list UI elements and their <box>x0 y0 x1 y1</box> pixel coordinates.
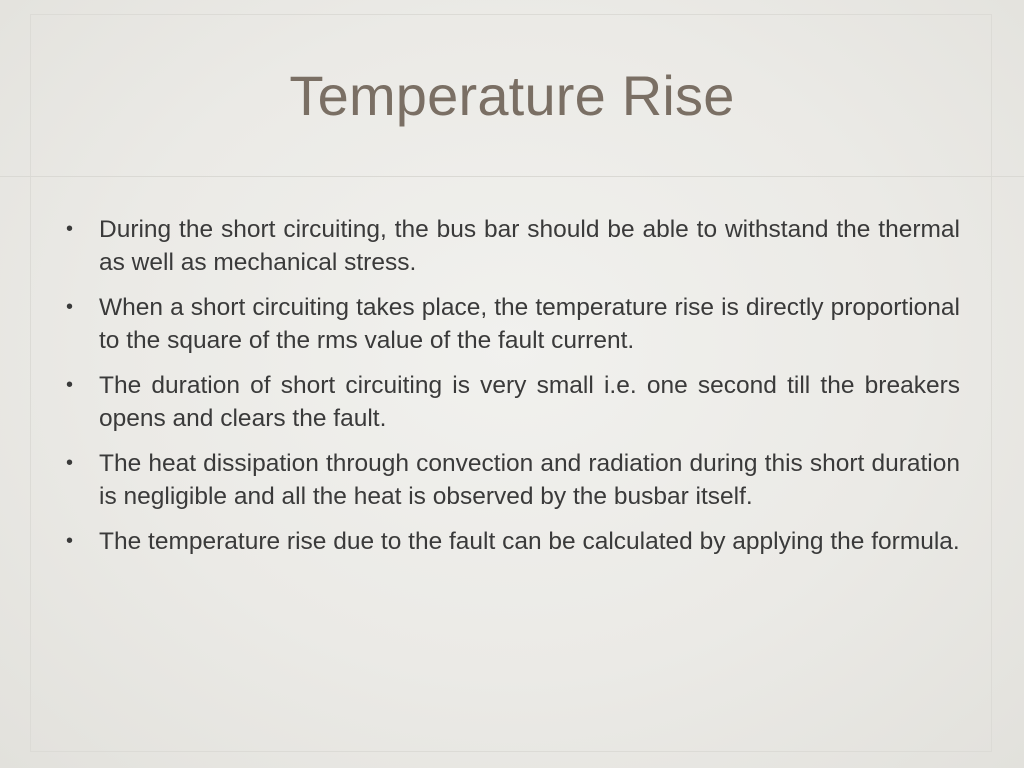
bullet-text: The duration of short circuiting is very small i.e. one second till the breakers opens and clears the fault. <box>99 372 960 432</box>
bullet-item <box>64 447 960 513</box>
bullet-item <box>64 369 960 435</box>
title-divider <box>0 176 1024 177</box>
bullet-dot: • <box>66 218 74 240</box>
bullet-dot: • <box>66 296 74 318</box>
bullet-text: The temperature rise due to the fault can be calculated by applying the formula. <box>99 528 960 555</box>
bullet-dot: • <box>66 452 74 474</box>
bullet-dot: • <box>66 530 74 552</box>
bullet-item <box>64 525 960 558</box>
slide-title: Temperature Rise <box>289 64 735 127</box>
bullet-text: When a short circuiting takes place, the temperature rise is directly proportional to the square of the rms value of the fault current. <box>99 294 960 354</box>
bullet-item <box>64 213 960 279</box>
bullet-text: The heat dissipation through convection and radiation during this short duration is negligible and all the heat is observed by the busbar itself. <box>99 450 960 510</box>
bullet-item <box>64 291 960 357</box>
bullet-text: During the short circuiting, the bus bar should be able to withstand the thermal as well as mechanical stress. <box>99 216 960 276</box>
bullet-list <box>64 213 960 570</box>
bullet-dot: • <box>66 374 74 396</box>
